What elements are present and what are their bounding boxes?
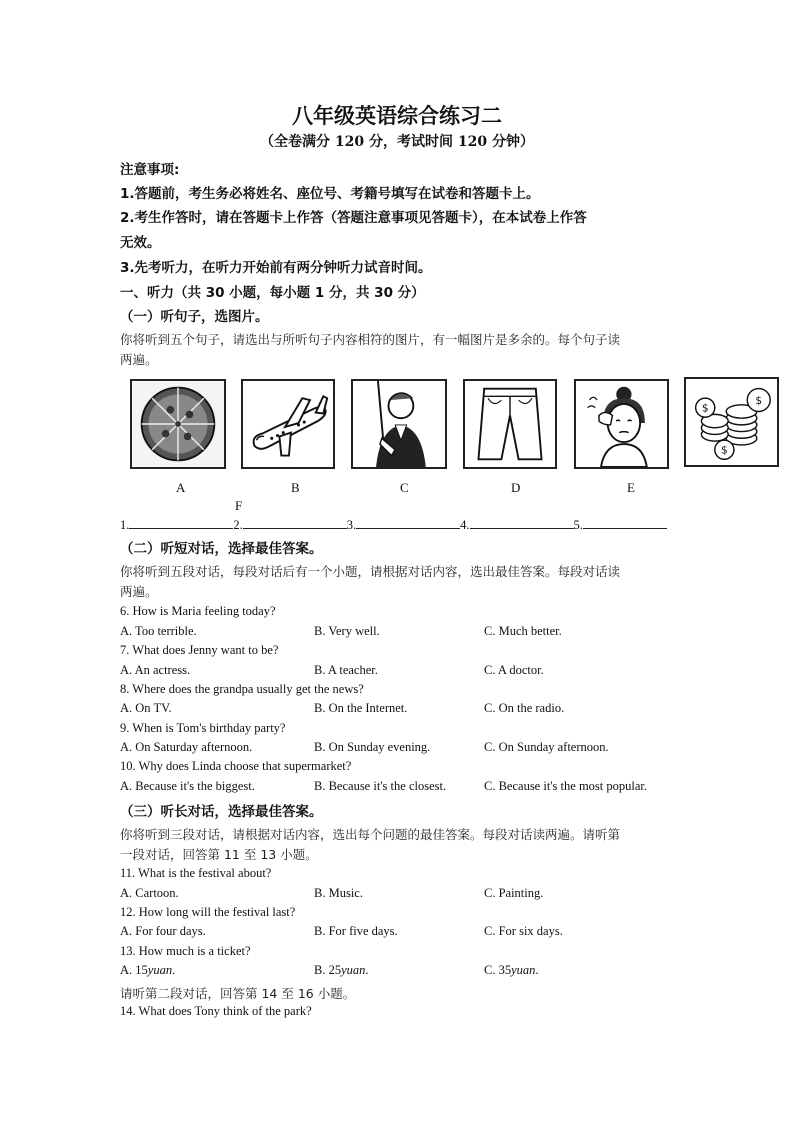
man-icon [353,381,445,467]
blank-label-5: 5. [573,518,583,532]
q6-option-c[interactable]: C. Much better. [484,624,562,638]
q6-option-b[interactable]: B. Very well. [314,624,380,638]
svg-text:$: $ [701,402,709,415]
part1-heading: （一）听句子，选图片。 [120,309,269,325]
q7-option-b[interactable]: B. A teacher. [314,663,378,677]
part3-instructions-2: 请听第二段对话，回答第 14 至 16 小题。 [120,986,356,1001]
picture-b [241,379,335,469]
question-9: 9. When is Tom's birthday party? [120,721,286,735]
picture-d [463,379,557,469]
q13-option-c-unit: yuan [511,963,536,977]
airplane-icon [243,381,333,467]
q10-option-a[interactable]: A. Because it's the biggest. [120,779,255,793]
picture-label-e: E [627,480,635,495]
blank-label-4: 4. [460,518,470,532]
q12-option-a[interactable]: A. For four days. [120,924,206,938]
q11-option-a[interactable]: A. Cartoon. [120,886,179,900]
part2-instructions: 你将听到五段对话，每段对话后有一个小题，请根据对话内容，选出最佳答案。每段对话读 [120,564,621,579]
part3-instructions-cont: 一段对话，回答第 11 至 13 小题。 [120,847,318,862]
q13-option-a-text: A. 15 [120,963,148,977]
part3-instructions: 你将听到三段对话，请根据对话内容，选出每个问题的最佳答案。每段对话读两遍。请听第 [120,827,621,842]
picture-label-b: B [291,480,300,495]
q12-option-b[interactable]: B. For five days. [314,924,398,938]
q13-option-c-text: C. 35 [484,963,512,977]
section1-heading: 一、听力（共 30 小题，每小题 1 分，共 30 分） [120,285,425,301]
picture-label-f: F [235,498,243,513]
answer-blank-4[interactable] [470,516,574,529]
q7-option-a[interactable]: A. An actress. [120,663,191,677]
blank-label-2: 2. [233,518,243,532]
note-item-3: 3.先考听力，在听力开始前有两分钟听力试音时间。 [120,260,432,276]
answer-blank-5[interactable] [583,516,667,529]
part3-heading: （三）听长对话，选择最佳答案。 [120,804,323,820]
part2-instructions-cont: 两遍。 [120,584,158,599]
blank-label-1: 1. [120,518,130,532]
answer-blank-2[interactable] [243,516,347,529]
part1-instructions: 你将听到五个句子，请选出与所听句子内容相符的图片，有一幅图片是多余的。每个句子读 [120,332,621,347]
q6-option-a[interactable]: A. Too terrible. [120,624,197,638]
note-item-1: 1.答题前，考生务必将姓名、座位号、考籍号填写在试卷和答题卡上。 [120,186,540,202]
question-7: 7. What does Jenny want to be? [120,643,279,657]
part1-instructions-cont: 两遍。 [120,352,158,367]
picture-e [574,379,669,469]
q13-option-a-unit: yuan [147,963,173,977]
q10-option-c[interactable]: C. Because it's the most popular. [484,779,647,793]
q13-option-b[interactable] [314,963,369,978]
q7-option-c[interactable]: C. A doctor. [484,663,544,677]
picture-label-c: C [400,480,409,495]
q8-option-a[interactable]: A. On TV. [120,701,172,715]
notes-heading: 注意事项: [120,162,180,178]
question-11: 11. What is the festival about? [120,866,272,880]
shorts-icon [465,381,555,467]
q12-option-c[interactable]: C. For six days. [484,924,563,938]
q9-option-b[interactable]: B. On Sunday evening. [314,740,431,754]
question-12: 12. How long will the festival last? [120,905,296,919]
question-14: 14. What does Tony think of the park? [120,1004,312,1018]
question-6: 6. How is Maria feeling today? [120,604,276,618]
q13-option-b-unit: yuan [341,963,366,977]
answer-blanks [120,516,676,533]
picture-a [130,379,226,469]
picture-f [684,377,779,467]
headache-girl-icon [576,381,667,467]
exam-subtitle: （全卷满分 120 分，考试时间 120 分钟） [260,134,534,150]
q13-option-c[interactable] [484,963,539,978]
note-item-2-cont: 无效。 [120,235,161,251]
question-8: 8. Where does the grandpa usually get the news? [120,682,364,696]
q13-option-a[interactable] [120,963,175,978]
exam-title: 八年级英语综合练习二 [292,104,502,128]
question-13: 13. How much is a ticket? [120,944,251,958]
q10-option-b[interactable]: B. Because it's the closest. [314,779,447,793]
picture-c [351,379,447,469]
part2-heading: （二）听短对话，选择最佳答案。 [120,541,323,557]
svg-text:$: $ [755,394,763,407]
q11-option-b[interactable]: B. Music. [314,886,363,900]
q11-option-c[interactable]: C. Painting. [484,886,544,900]
q8-option-b[interactable]: B. On the Internet. [314,701,408,715]
answer-blank-1[interactable] [129,516,233,529]
q9-option-a[interactable]: A. On Saturday afternoon. [120,740,253,754]
q13-option-b-text: B. 25 [314,963,342,977]
answer-blank-3[interactable] [356,516,460,529]
pizza-icon [132,381,224,467]
picture-label-d: D [511,480,521,495]
q13-option-c-dot: . [535,963,539,977]
blank-label-3: 3. [346,518,357,532]
question-10: 10. Why does Linda choose that supermarket? [120,759,352,773]
coins-icon [686,379,777,465]
picture-label-a: A [176,480,186,495]
svg-text:$: $ [720,444,728,457]
q8-option-c[interactable]: C. On the radio. [484,701,565,715]
q13-option-a-dot: . [172,963,176,977]
q13-option-b-dot: . [365,963,369,977]
q9-option-c[interactable]: C. On Sunday afternoon. [484,740,609,754]
note-item-2: 2.考生作答时，请在答题卡上作答（答题注意事项见答题卡），在本试卷上作答 [120,210,587,226]
